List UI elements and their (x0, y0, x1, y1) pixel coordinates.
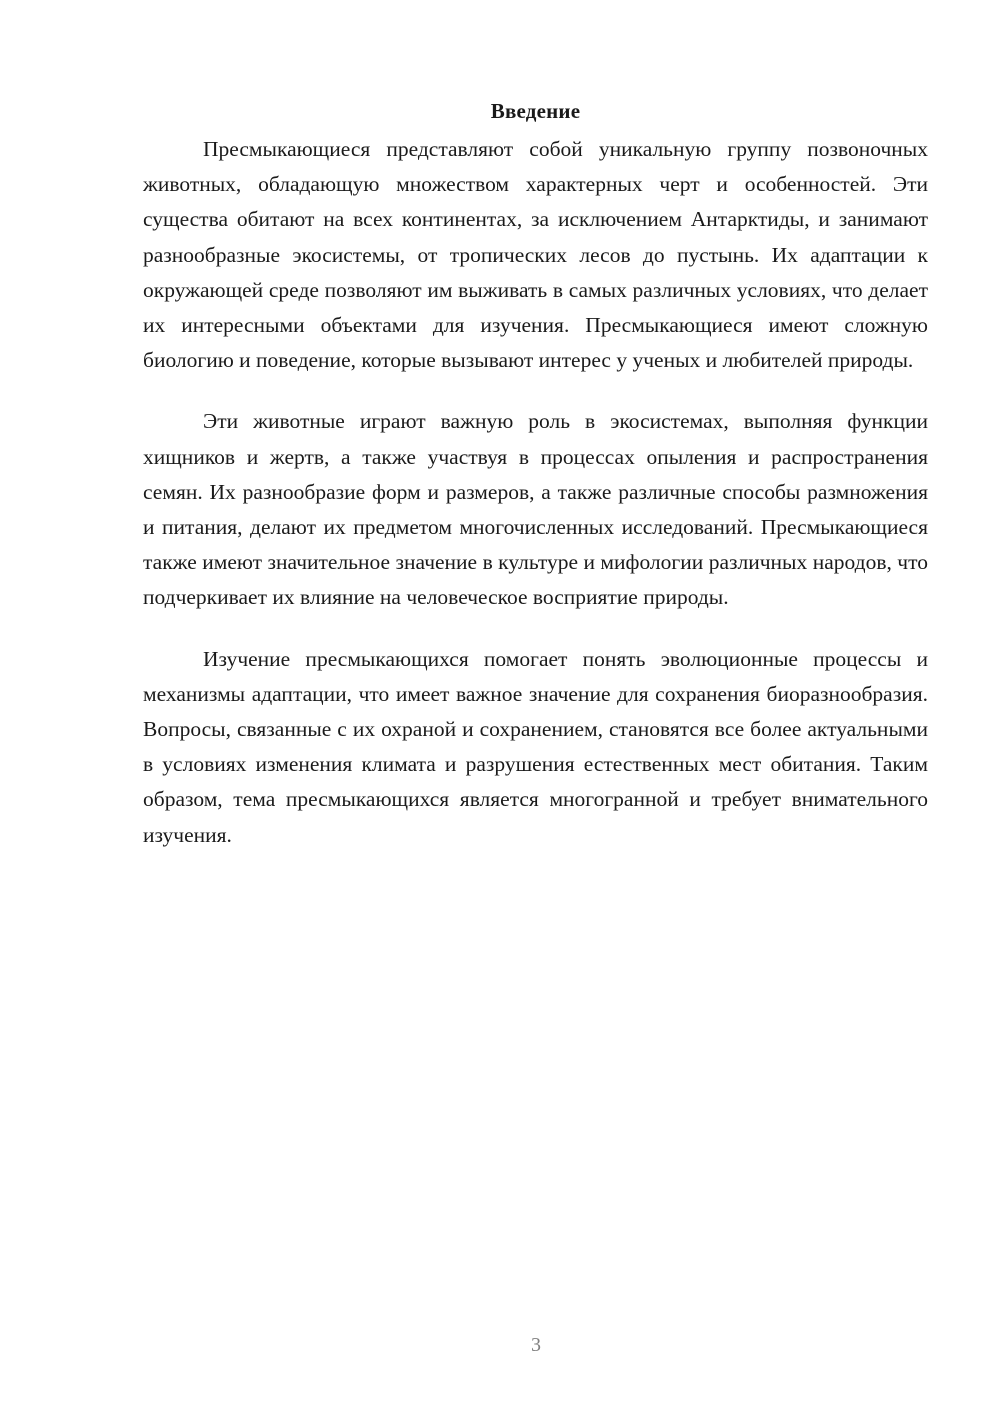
section-heading: Введение (490, 99, 581, 123)
page-content (143, 96, 928, 879)
paragraph-3: Изучение пресмыкающихся помогает понять эволюционные процессы и механизмы адаптации, что имеет важное значение для сохранения биоразнообразия. Вопросы, связанные с их охраной и сохранением, становятся все более актуальными в условиях изменения климата и разрушения естественных мест обитания. Таким образом, тема пресмыкающихся является многогранной и требует внимательного изучения. (143, 646, 928, 847)
paragraph-2: Эти животные играют важную роль в экосистемах, выполняя функции хищников и жертв, а также участвуя в процессах опыления и распространения семян. Их разнообразие форм и размеров, а также различные способы размножения и питания, делают их предметом многочисленных исследований. Пресмыкающиеся также имеют значительное значение в культуре и мифологии различных народов, что подчеркивает их влияние на человеческое восприятие природы. (143, 409, 928, 610)
page-number: 3 (531, 1334, 541, 1356)
paragraph-1: Пресмыкающиеся представляют собой уникальную группу позвоночных животных, обладающую множеством характерных черт и особенностей. Эти существа обитают на всех континентах, за исключением Антарктиды, и занимают разнообразные экосистемы, от тропических лесов до пустынь. Их адаптации к окружающей среде позволяют им выживать в самых различных условиях, что делает их интересными объектами для изучения. Пресмыкающиеся имеют сложную биологию и поведение, которые вызывают интерес у ученых и любителей природы. (143, 137, 928, 373)
